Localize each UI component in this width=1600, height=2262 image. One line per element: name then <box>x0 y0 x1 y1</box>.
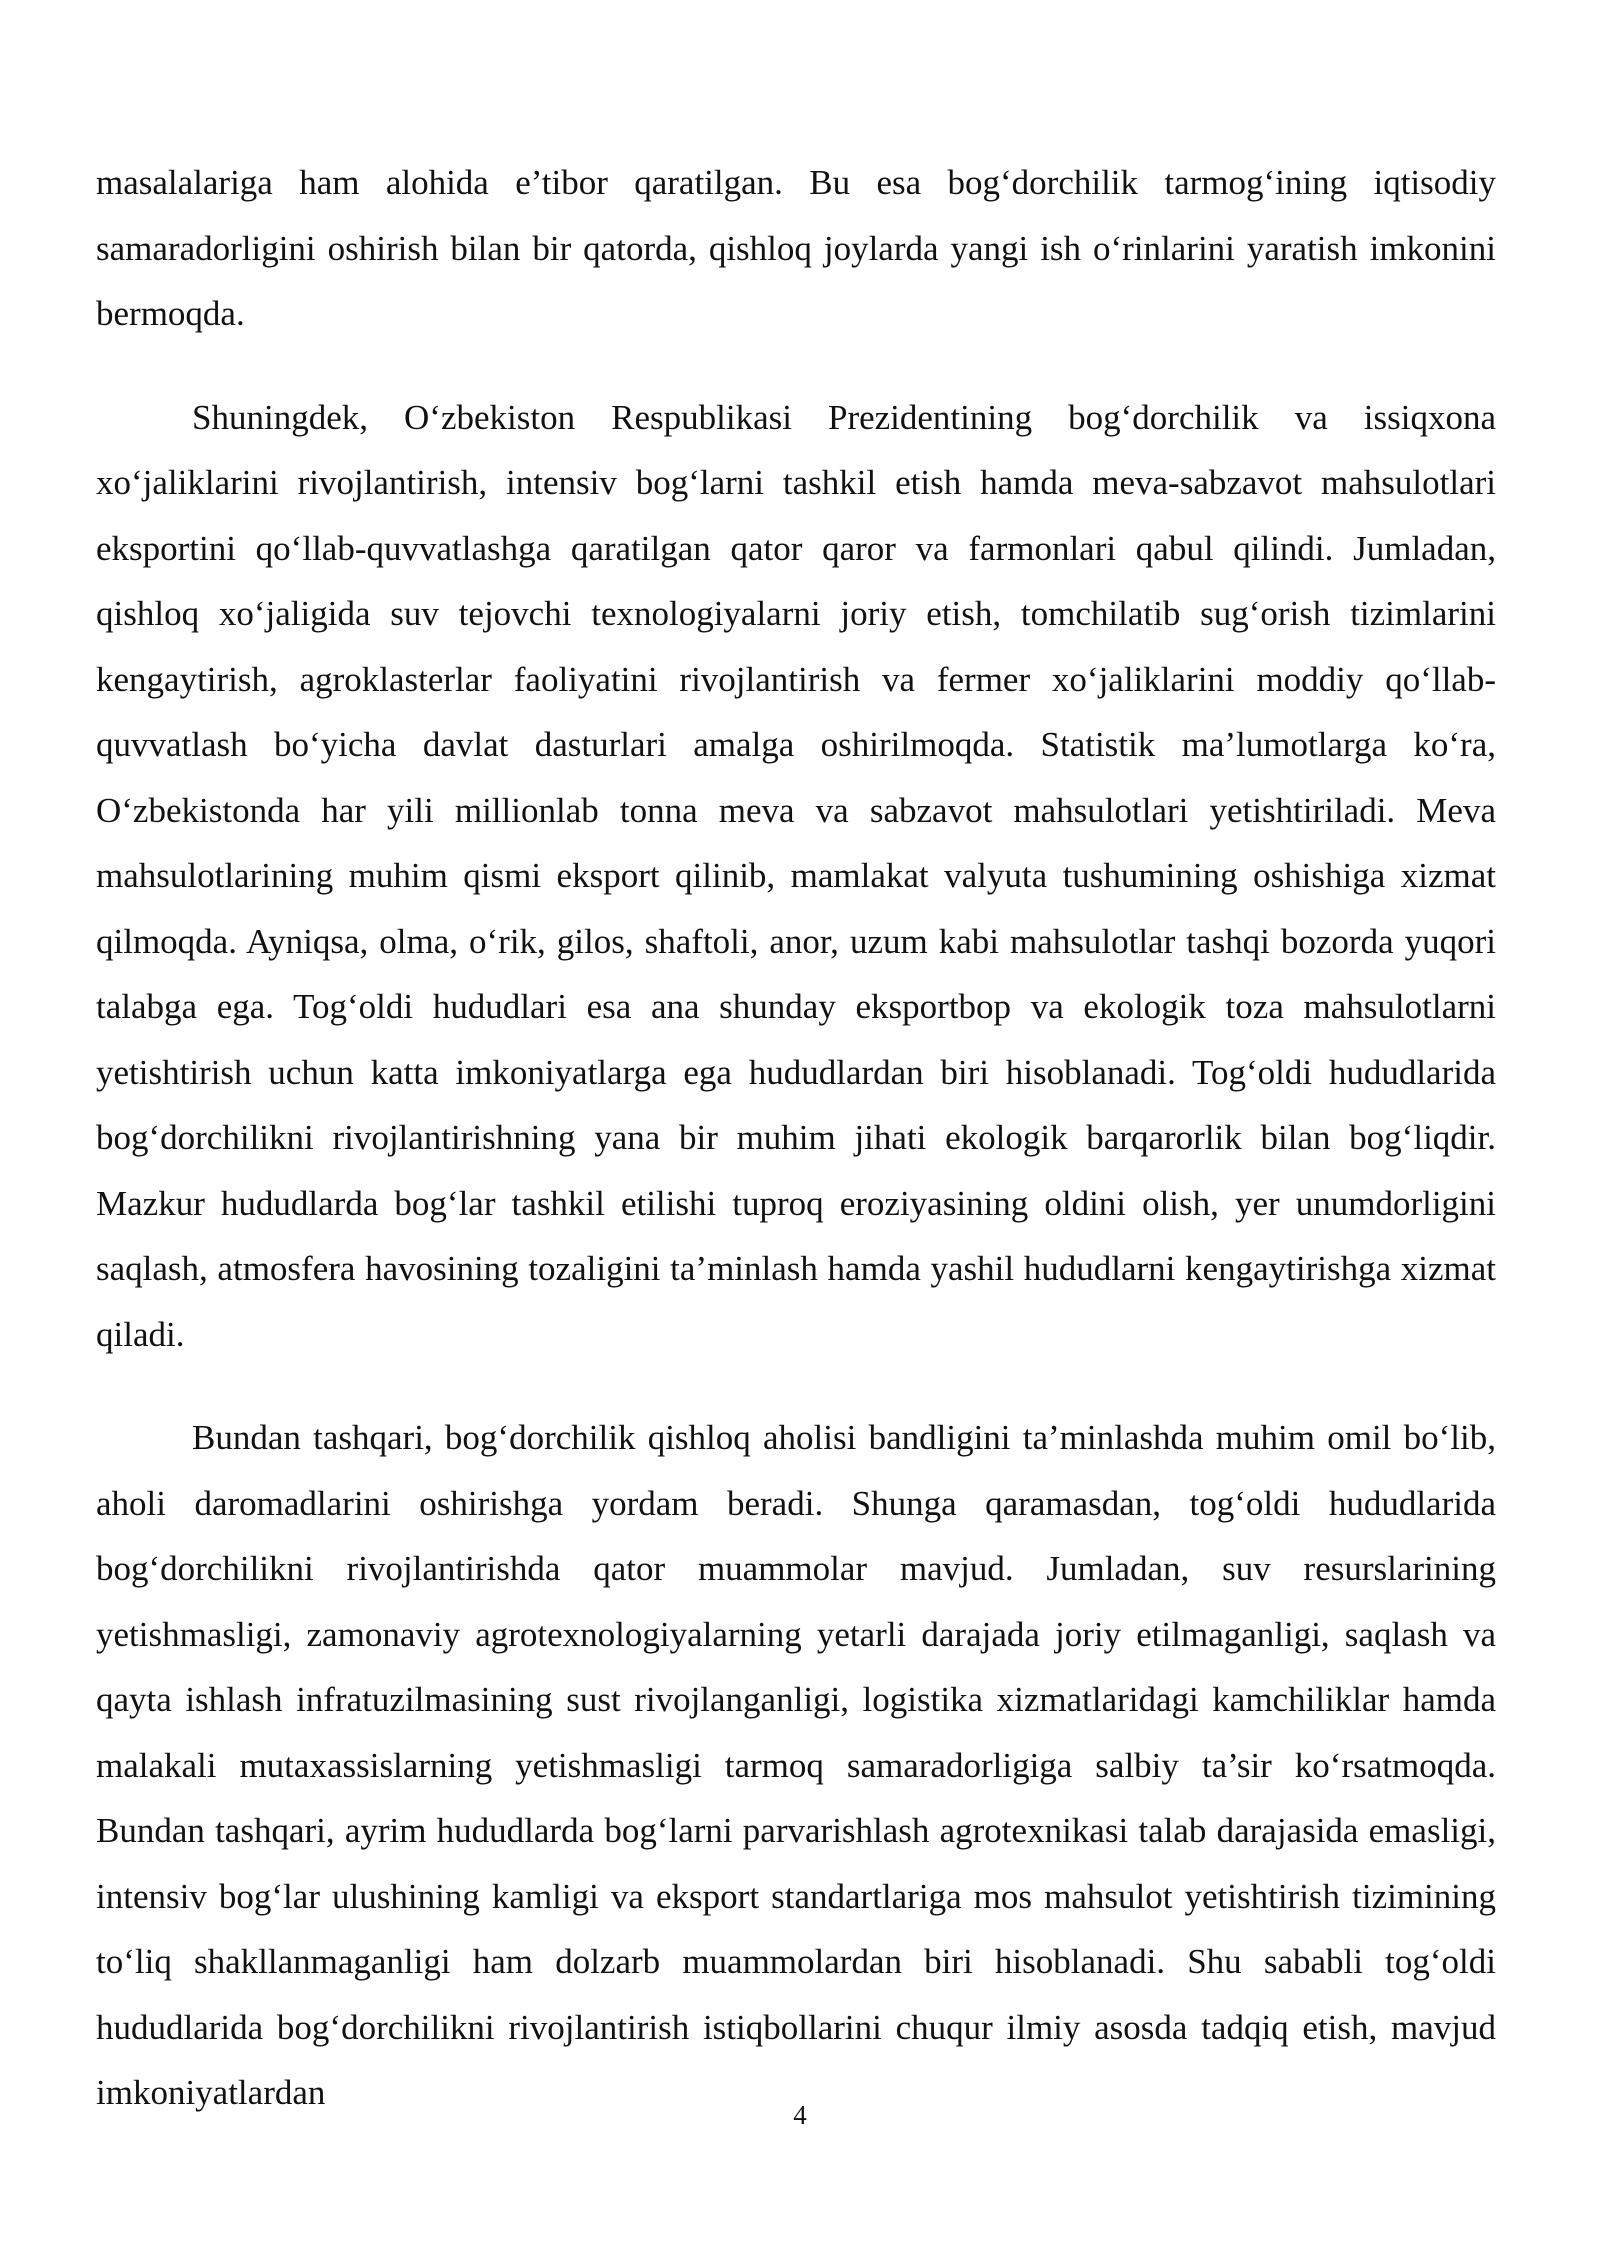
paragraph-continued: masalalariga ham alohida e’tibor qaratilgan. Bu esa bog‘dorchilik tarmog‘ining iqtisodiy samaradorligini oshirish bilan bir qatorda, qishloq joylarda yangi ish o‘rinlarini yaratish imkonini bermoqda. <box>96 163 1496 333</box>
paragraph-shuningdek: Shuningdek, O‘zbekiston Respublikasi Prezidentining bog‘dorchilik va issiqxona xo‘jaliklarini rivojlantirish, intensiv bog‘larni tashkil etish hamda meva-sabzavot mahsulotlari eksportini qo‘llab-quvvatlashga qaratilgan qator qaror va farmonlari qabul qilindi. Jumladan, qishloq xo‘jaligida suv tejovchi texnologiyalarni joriy etish, tomchilatib sug‘orish tizimlarini kengaytirish, agroklasterlar faoliyatini rivojlantirish va fermer xo‘jaliklarini moddiy qo‘llab-quvvatlash bo‘yicha davlat dasturlari amalga oshirilmoqda. Statistik ma’lumotlarga ko‘ra, O‘zbekistonda har yili millionlab tonna meva va sabzavot mahsulotlari yetishtiriladi. Meva mahsulotlarining muhim qismi eksport qilinib, mamlakat valyuta tushumining oshishiga xizmat qilmoqda. Ayniqsa, olma, o‘rik, gilos, shaftoli, anor, uzum kabi mahsulotlar tashqi bozorda yuqori talabga ega. Tog‘oldi hududlari esa ana shunday eksportbop va ekologik toza mahsulotlarni yetishtirish uchun katta imkoniyatlarga ega hududlardan biri hisoblanadi. Tog‘oldi hududlarida bog‘dorchilikni rivojlantirishning yana bir muhim jihati ekologik barqarorlik bilan bog‘liqdir. Mazkur hududlarda bog‘lar tashkil etilishi tuproq eroziyasining oldini olish, yer unumdorligini saqlash, atmosfera havosining tozaligini ta’minlash hamda yashil hududlarni kengaytirishga xizmat qiladi. <box>96 397 1496 1354</box>
body-text <box>96 150 1496 2164</box>
page-number: 4 <box>793 2100 807 2130</box>
paragraph-bundan-tashqari: Bundan tashqari, bog‘dorchilik qishloq aholisi bandligini ta’minlashda muhim omil bo‘lib, aholi daromadlarini oshirishga yordam beradi. Shunga qaramasdan, tog‘oldi hududlarida bog‘dorchilikni rivojlantirishda qator muammolar mavjud. Jumladan, suv resurslarining yetishmasligi, zamonaviy agrotexnologiyalarning yetarli darajada joriy etilmaganligi, saqlash va qayta ishlash infratuzilmasining sust rivojlanganligi, logistika xizmatlaridagi kamchiliklar hamda malakali mutaxassislarning yetishmasligi tarmoq samaradorligiga salbiy ta’sir ko‘rsatmoqda. Bundan tashqari, ayrim hududlarda bog‘larni parvarishlash agrotexnikasi talab darajasida emasligi, intensiv bog‘lar ulushining kamligi va eksport standartlariga mos mahsulot yetishtirish tizimining to‘liq shakllanmaganligi ham dolzarb muammolardan biri hisoblanadi. Shu sababli tog‘oldi hududlarida bog‘dorchilikni rivojlantirish istiqbollarini chuqur ilmiy asosda tadqiq etish, mavjud imkoniyatlardan <box>96 1418 1496 2112</box>
